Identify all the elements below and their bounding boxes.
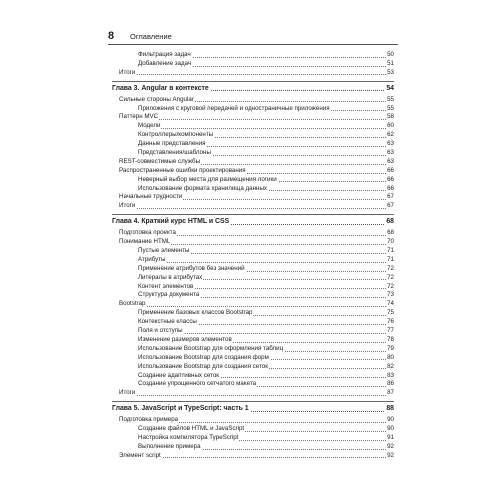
toc-entry-title: Пустые элементы xyxy=(138,247,190,255)
toc-entry-page-number: 70 xyxy=(387,238,394,246)
chapter-heading[interactable] xyxy=(112,217,394,227)
toc-entry[interactable] xyxy=(112,202,394,211)
toc-entry[interactable] xyxy=(112,185,394,194)
toc-entry[interactable] xyxy=(112,193,394,202)
toc-entry-page-number: 50 xyxy=(387,51,394,58)
toc-entry[interactable] xyxy=(112,60,394,69)
chapter-title: Глава 3. Angular в контексте xyxy=(112,84,209,92)
toc-entry[interactable] xyxy=(112,176,394,185)
toc-entry-title: Создание адаптивных сеток xyxy=(138,371,219,379)
toc-entry-page-number: 75 xyxy=(387,309,394,317)
toc-entry[interactable] xyxy=(112,96,394,105)
toc-entry-title: Поля и отступы xyxy=(138,327,183,335)
toc-entry-title: Создание упрощенного сетчатого макета xyxy=(138,380,257,388)
toc-entry-title: Применение атрибутов без значений xyxy=(138,264,245,272)
toc-entry-title: Распространенные ошибки проектирования xyxy=(119,166,246,174)
toc-entry-title: Атрибуты xyxy=(138,255,166,263)
toc-entry-title: Контекстные классы xyxy=(138,318,197,326)
toc-entry[interactable] xyxy=(112,247,394,256)
toc-entry-title: Использование формата хранилища данных xyxy=(138,184,267,192)
page-number: 8 xyxy=(108,30,115,42)
toc-entry-page-number: 55 xyxy=(387,104,394,112)
toc-entry[interactable] xyxy=(112,354,394,363)
toc-entry-page-number: 78 xyxy=(387,335,394,343)
toc-entry-title: Контроллеры/компоненты xyxy=(138,131,214,139)
toc-entry[interactable] xyxy=(112,345,394,354)
toc-entry[interactable] xyxy=(112,113,394,122)
chapter-title: Глава 5. JavaScript и TypeScript: часть 1 xyxy=(112,405,249,413)
toc-entry[interactable] xyxy=(112,238,394,247)
toc-entry[interactable] xyxy=(112,274,394,283)
toc-entry[interactable] xyxy=(112,380,394,389)
toc-entry-title: Итоги xyxy=(119,389,136,397)
dot-leader xyxy=(138,128,386,129)
toc-entry-title: Применение базовых классов Bootstrap xyxy=(138,309,253,317)
toc-entry-title: Сильные стороны Angular xyxy=(119,95,194,103)
toc-entry-title: Изменение размеров элементов xyxy=(138,335,232,343)
toc-entry-title: Итоги xyxy=(119,68,136,76)
toc-entry[interactable] xyxy=(112,167,394,176)
table-of-contents xyxy=(112,51,394,461)
toc-entry-page-number: 86 xyxy=(387,380,394,388)
toc-entry[interactable] xyxy=(112,363,394,372)
chapter-page-number: 88 xyxy=(386,405,394,413)
toc-entry-title: Bootstrap xyxy=(119,300,146,308)
toc-entry-title: Неверный выбор места для размещения логики xyxy=(138,175,277,183)
toc-entry-page-number: 76 xyxy=(387,318,394,326)
toc-entry[interactable] xyxy=(112,283,394,292)
toc-entry-page-number: 62 xyxy=(387,131,394,139)
toc-entry-page-number: 72 xyxy=(387,273,394,281)
toc-entry[interactable] xyxy=(112,372,394,381)
toc-entry-title: REST-совместимые службы xyxy=(119,157,201,165)
toc-entry-title: Модели xyxy=(138,122,161,130)
chapter-heading[interactable] xyxy=(112,404,394,414)
chapter-heading[interactable] xyxy=(112,84,394,94)
toc-entry-page-number: 55 xyxy=(387,95,394,103)
toc-entry-page-number: 83 xyxy=(387,371,394,379)
toc-entry-page-number: 72 xyxy=(387,264,394,272)
dot-leader xyxy=(119,306,386,307)
toc-entry[interactable] xyxy=(112,434,394,443)
toc-entry-title: Элемент script xyxy=(119,451,161,459)
toc-entry-title: Подготовка примера xyxy=(119,416,179,424)
toc-entry-page-number: 63 xyxy=(387,149,394,157)
toc-entry[interactable] xyxy=(112,291,394,300)
toc-entry[interactable] xyxy=(112,318,394,327)
toc-entry-page-number: 63 xyxy=(387,140,394,148)
chapter-page-number: 54 xyxy=(386,84,394,92)
toc-entry[interactable] xyxy=(112,309,394,318)
toc-entry-page-number: 73 xyxy=(387,291,394,299)
toc-entry-title: Выполнение примера xyxy=(138,442,201,450)
dot-leader xyxy=(138,262,386,263)
toc-entry-title: Итоги xyxy=(119,202,136,210)
toc-entry-page-number: 71 xyxy=(387,247,394,255)
toc-entry-page-number: 82 xyxy=(387,362,394,370)
toc-entry[interactable] xyxy=(112,452,394,461)
toc-entry-title: Использование Bootstrap для оформления таблиц xyxy=(138,344,284,352)
toc-entry-page-number: 74 xyxy=(387,300,394,308)
toc-entry[interactable] xyxy=(112,131,394,140)
toc-entry[interactable] xyxy=(112,327,394,336)
toc-entry-page-number: 51 xyxy=(387,59,394,67)
toc-entry-title: Настройка компилятора TypeScript xyxy=(138,433,239,441)
toc-entry-page-number: 63 xyxy=(387,157,394,165)
toc-entry[interactable] xyxy=(112,256,394,265)
toc-entry-title: Создание файлов HTML и JavaScript xyxy=(138,425,245,433)
toc-entry-page-number: 58 xyxy=(387,113,394,121)
toc-entry-title: Добавление задач xyxy=(138,59,192,67)
toc-entry-title: Приложения с круговой передачей и одностраничные приложения xyxy=(138,104,330,112)
dot-leader xyxy=(119,74,386,75)
toc-entry[interactable] xyxy=(112,336,394,345)
toc-entry-page-number: 53 xyxy=(387,68,394,76)
toc-entry-title: Данные представления xyxy=(138,140,206,148)
toc-entry[interactable] xyxy=(112,229,394,238)
toc-entry[interactable] xyxy=(112,69,394,78)
toc-entry-title: Начальные трудности xyxy=(119,193,183,201)
chapter-divider xyxy=(112,401,394,402)
toc-entry-title: Контент элементов xyxy=(138,282,194,290)
toc-entry-page-number: 80 xyxy=(387,353,394,361)
chapter-divider xyxy=(112,214,394,215)
toc-entry-page-number: 90 xyxy=(387,416,394,424)
toc-entry[interactable] xyxy=(112,389,394,398)
toc-entry-page-number: 68 xyxy=(387,229,394,237)
toc-entry-title: Использование Bootstrap для создания сеток xyxy=(138,362,268,370)
toc-entry-title: Литералы в атрибутах xyxy=(138,273,203,281)
toc-entry-page-number: 67 xyxy=(387,202,394,210)
toc-entry[interactable] xyxy=(112,122,394,131)
toc-entry-page-number: 67 xyxy=(387,193,394,201)
toc-entry-title: Фильтрация задач xyxy=(138,51,191,58)
toc-entry-title: Структура документа xyxy=(138,291,200,299)
toc-entry[interactable] xyxy=(112,425,394,434)
toc-entry-title: Подготовка проекта xyxy=(119,229,176,237)
chapter-title: Глава 4. Краткий курс HTML и CSS xyxy=(112,218,230,226)
toc-entry[interactable] xyxy=(112,265,394,274)
running-title: Оглавление xyxy=(130,32,172,41)
toc-entry[interactable] xyxy=(112,416,394,425)
toc-entry-title: Представления/шаблоны xyxy=(138,149,211,157)
toc-entry-page-number: 66 xyxy=(387,166,394,174)
toc-entry-title: Использование Bootstrap для создания форм xyxy=(138,353,269,361)
chapter-page-number: 68 xyxy=(386,218,394,226)
toc-entry-title: Паттерн MVC xyxy=(119,113,159,121)
toc-entry[interactable] xyxy=(112,140,394,149)
toc-entry-page-number: 91 xyxy=(387,433,394,441)
toc-entry[interactable] xyxy=(112,300,394,309)
toc-entry-page-number: 60 xyxy=(387,122,394,130)
toc-entry-page-number: 90 xyxy=(387,425,394,433)
toc-entry-page-number: 77 xyxy=(387,327,394,335)
toc-entry-page-number: 92 xyxy=(387,442,394,450)
toc-entry-page-number: 92 xyxy=(387,451,394,459)
toc-entry-page-number: 79 xyxy=(387,344,394,352)
toc-entry[interactable] xyxy=(112,105,394,114)
toc-entry-page-number: 66 xyxy=(387,175,394,183)
toc-entry-title: Понимание HTML xyxy=(119,238,171,246)
dot-leader xyxy=(119,208,386,209)
toc-entry-page-number: 66 xyxy=(387,184,394,192)
chapter-divider xyxy=(112,81,394,82)
toc-entry[interactable] xyxy=(112,443,394,452)
dot-leader xyxy=(119,395,386,396)
toc-entry-page-number: 72 xyxy=(387,282,394,290)
page-header xyxy=(108,30,398,45)
toc-entry-page-number: 71 xyxy=(387,255,394,263)
toc-entry[interactable] xyxy=(112,158,394,167)
toc-entry[interactable] xyxy=(112,51,394,60)
toc-entry-page-number: 87 xyxy=(387,389,394,397)
toc-entry[interactable] xyxy=(112,149,394,158)
